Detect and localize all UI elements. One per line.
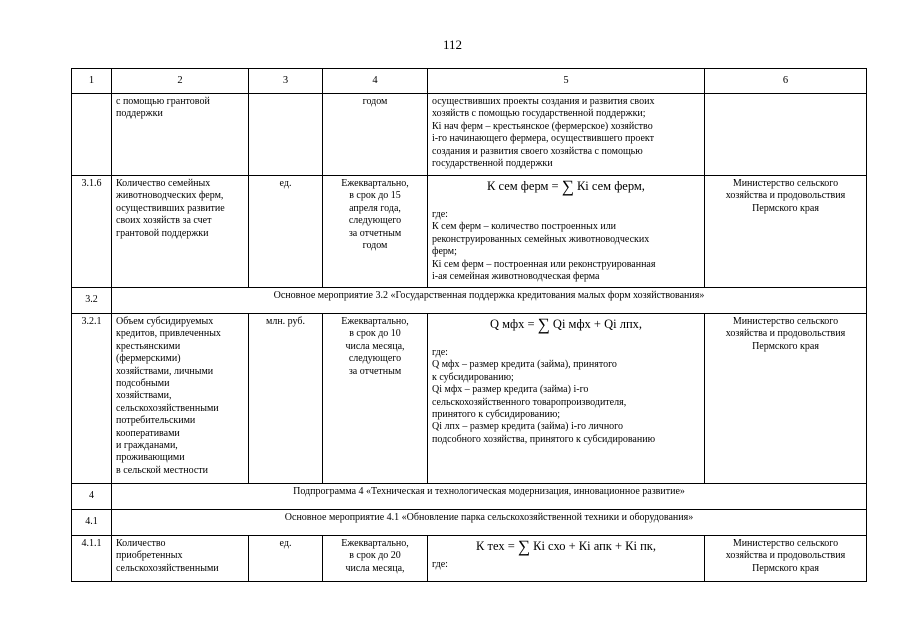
table-row-4 bbox=[72, 484, 867, 510]
text-line: ферм; bbox=[432, 246, 457, 258]
responsible-cell bbox=[705, 94, 867, 176]
text-line: проживающими bbox=[116, 452, 185, 464]
text-line: Ежеквартально, bbox=[341, 178, 409, 189]
header-cell: 2 bbox=[112, 69, 249, 94]
text-line: приобретенных bbox=[116, 550, 183, 562]
formula-left: К сем ферм = bbox=[487, 179, 562, 193]
formula-left: Q мфх = bbox=[489, 317, 538, 331]
text-line: сельскохозяйственными bbox=[116, 402, 219, 414]
unit-cell bbox=[249, 94, 323, 176]
method-cell bbox=[428, 314, 705, 484]
header-cell: 3 bbox=[249, 69, 323, 94]
text-line: Министерство сельского bbox=[732, 316, 839, 327]
table-row-3-2 bbox=[72, 288, 867, 314]
text-line: крестьянскими bbox=[116, 340, 181, 352]
text-line: реконструированных семейных животноводческих bbox=[432, 233, 650, 245]
text-line: государственной поддержки bbox=[432, 158, 553, 170]
unit-cell: ед. bbox=[249, 176, 323, 288]
table-header-row bbox=[72, 69, 867, 94]
text-line: хозяйства и продовольствия bbox=[725, 190, 846, 202]
header-cell: 1 bbox=[72, 69, 112, 94]
text-line: поддержки bbox=[116, 108, 163, 120]
page-number: 112 bbox=[442, 37, 463, 52]
table-row-3-2-1 bbox=[72, 314, 867, 484]
text-line: апреля года, bbox=[349, 202, 401, 214]
num-cell: 4.1 bbox=[72, 510, 112, 536]
unit-cell: ед. bbox=[249, 536, 323, 582]
method-cell bbox=[428, 94, 705, 176]
indicator-name-cell bbox=[112, 536, 249, 582]
text-line: создания и развития своего хозяйства с помощью bbox=[432, 145, 643, 157]
text-line: К сем ферм – количество построенных или bbox=[432, 221, 617, 233]
section-title: Основное мероприятие 3.2 «Государственная поддержка кредитования малых форм хозяйствования» bbox=[112, 288, 867, 314]
text-line: Объем субсидируемых bbox=[116, 316, 214, 327]
sum-symbol: ∑ bbox=[537, 315, 550, 334]
header-cell: 6 bbox=[705, 69, 867, 94]
text-line: в сельской местности bbox=[116, 464, 208, 476]
text-line: подсобного хозяйства, принятого к субсидированию bbox=[432, 433, 656, 445]
text-line: хозяйства и продовольствия bbox=[725, 550, 846, 562]
responsible-cell bbox=[705, 176, 867, 288]
text-line: в срок до 15 bbox=[349, 190, 401, 202]
text-line: Q мфх – размер кредита (займа), принятого bbox=[432, 359, 617, 371]
period-cell bbox=[323, 314, 428, 484]
indicator-name-cell bbox=[112, 314, 249, 484]
text-line: хозяйств с помощью государственной поддержки; bbox=[432, 108, 646, 120]
text-line: хозяйства и продовольствия bbox=[725, 328, 846, 340]
period-cell bbox=[323, 94, 428, 176]
num-cell: 3.2.1 bbox=[72, 314, 112, 484]
num-cell: 4.1.1 bbox=[72, 536, 112, 582]
text-line: i-ая семейная животноводческая ферма bbox=[432, 271, 600, 283]
text-line: сельскохозяйственного товаропроизводителя, bbox=[432, 396, 627, 408]
text-line: осуществивших развитие bbox=[116, 202, 225, 214]
num-cell: 3.1.6 bbox=[72, 176, 112, 288]
text-line: Qi лпх – размер кредита (займа) i-го личного bbox=[432, 421, 624, 433]
text-line: кооперативами bbox=[116, 427, 180, 439]
text-line: Qi мфх – размер кредита (займа) i-го bbox=[432, 384, 589, 396]
period-cell bbox=[323, 536, 428, 582]
indicator-name-cell bbox=[112, 176, 249, 288]
text-line: в срок до 10 bbox=[349, 328, 401, 340]
text-line: Количество семейных bbox=[116, 178, 211, 189]
text-line: Кi сем ферм – построенная или реконструированная bbox=[432, 258, 656, 270]
header-cell: 5 bbox=[428, 69, 705, 94]
text-line: потребительскими bbox=[116, 415, 196, 427]
section-title: Подпрограмма 4 «Техническая и технологическая модернизация, инновационное развитие» bbox=[112, 484, 867, 510]
unit-cell: млн. руб. bbox=[249, 314, 323, 484]
header-cell: 4 bbox=[323, 69, 428, 94]
text-line: годом bbox=[362, 240, 388, 252]
text-line: осуществивших проекты создания и развития своих bbox=[432, 96, 655, 107]
formula bbox=[432, 178, 700, 195]
text-line: с помощью грантовой bbox=[116, 96, 210, 107]
text-line: и гражданами, bbox=[116, 440, 178, 452]
table-row-3-1-6 bbox=[72, 176, 867, 288]
text-line: Министерство сельского bbox=[732, 178, 839, 189]
formula-left: К тех = bbox=[476, 539, 518, 553]
table-row-4-1 bbox=[72, 510, 867, 536]
text-line: числа месяца, bbox=[345, 340, 405, 352]
text-line: где: bbox=[432, 347, 448, 358]
formula bbox=[432, 538, 700, 555]
section-title: Основное мероприятие 4.1 «Обновление парка сельскохозяйственной техники и оборудования» bbox=[112, 510, 867, 536]
num-cell: 4 bbox=[72, 484, 112, 510]
text-line: хозяйствами, bbox=[116, 390, 172, 402]
text-line: где: bbox=[432, 209, 448, 220]
text-line: где: bbox=[432, 559, 448, 570]
num-cell: 3.2 bbox=[72, 288, 112, 314]
formula-right: Кi сем ферм, bbox=[573, 179, 645, 193]
text-line: сельскохозяйственными bbox=[116, 562, 219, 574]
text-line: хозяйствами, личными bbox=[116, 365, 214, 377]
responsible-cell bbox=[705, 536, 867, 582]
text-line: за отчетным bbox=[348, 227, 402, 239]
text-line: годом bbox=[362, 96, 388, 107]
text-line: Пермского края bbox=[752, 340, 819, 352]
text-line: животноводческих ферм, bbox=[116, 190, 224, 202]
formula-right: Кi схо + Кi апк + Кi пк, bbox=[530, 539, 656, 553]
formula-right: Qi мфх + Qi лпх, bbox=[549, 317, 643, 331]
text-line: Ежеквартально, bbox=[341, 316, 409, 327]
text-line: Пермского края bbox=[752, 562, 819, 574]
sum-symbol: ∑ bbox=[561, 177, 574, 196]
text-line: Кi нач ферм – крестьянское (фермерское) хозяйство bbox=[432, 120, 653, 132]
text-line: (фермерскими) bbox=[116, 353, 181, 365]
responsible-cell bbox=[705, 314, 867, 484]
text-line: Министерство сельского bbox=[732, 538, 839, 549]
formula bbox=[432, 316, 700, 333]
text-line: Пермского края bbox=[752, 202, 819, 214]
measures-table bbox=[71, 68, 867, 582]
text-line: Количество bbox=[116, 538, 166, 549]
text-line: Ежеквартально, bbox=[341, 538, 409, 549]
text-line: подсобными bbox=[116, 378, 170, 390]
text-line: следующего bbox=[348, 353, 402, 365]
num-cell bbox=[72, 94, 112, 176]
method-cell bbox=[428, 176, 705, 288]
text-line: за отчетным bbox=[348, 365, 402, 377]
table-row-continuation bbox=[72, 94, 867, 176]
text-line: грантовой поддержки bbox=[116, 227, 209, 239]
text-line: принятого к субсидированию; bbox=[432, 409, 561, 421]
method-cell bbox=[428, 536, 705, 582]
text-line: в срок до 20 bbox=[349, 550, 401, 562]
text-line: числа месяца, bbox=[345, 562, 405, 574]
period-cell bbox=[323, 176, 428, 288]
sum-symbol: ∑ bbox=[517, 537, 530, 556]
text-line: своих хозяйств за счет bbox=[116, 215, 212, 227]
text-line: кредитов, привлеченных bbox=[116, 328, 221, 340]
text-line: следующего bbox=[348, 215, 402, 227]
indicator-name-cell bbox=[112, 94, 249, 176]
text-line: i-го начинающего фермера, осуществившего проект bbox=[432, 133, 655, 145]
text-line: к субсидированию; bbox=[432, 371, 514, 383]
table-row-4-1-1 bbox=[72, 536, 867, 582]
